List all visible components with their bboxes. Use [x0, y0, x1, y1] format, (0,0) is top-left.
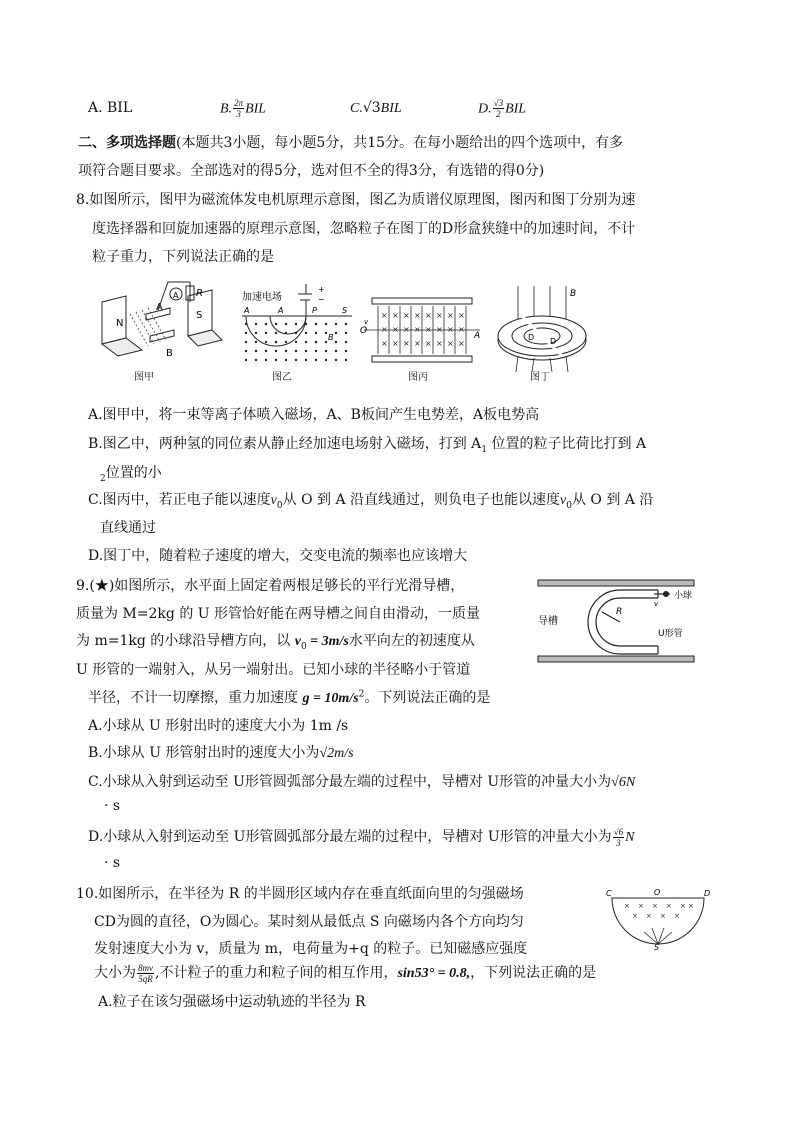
field-dot: [345, 323, 347, 325]
field-cross: ×: [392, 325, 399, 334]
field-dot: [345, 359, 347, 361]
q8-option-c-2: 直线通过: [100, 520, 156, 536]
q10-stem-1: 10.如图所示，在半径为 R 的半圆形区域内存在垂直纸面向里的匀强磁场: [76, 886, 524, 902]
field-cross: ×: [436, 311, 443, 320]
q8-stem-2: 度选择器和回旋加速器的原理示意图，忽略粒子在图丁的D形盒狭缝中的加速时间，不计: [92, 221, 636, 237]
field-dot: [285, 359, 287, 361]
field-cross: ×: [674, 912, 680, 920]
field-dot: [255, 323, 257, 325]
field-cross: ×: [458, 339, 465, 348]
field-dot: [275, 359, 277, 361]
field-cross: ×: [447, 339, 454, 348]
figure-yi: [240, 280, 360, 370]
q8-option-b-1: B.图乙中，两种氢的同位素从静止经加速电场射入磁场，打到 $A_1$ 位置的粒子比荷比打到 A: [88, 436, 647, 455]
jia-label-r: R: [196, 288, 203, 299]
svg-text:D: D: [704, 889, 711, 898]
field-dot: [345, 350, 347, 352]
q9-v0-label: v: [654, 600, 659, 608]
figure-ding: [488, 284, 588, 374]
field-cross: ×: [447, 311, 454, 320]
field-cross: ×: [624, 902, 630, 910]
q8-option-a: A.图甲中，将一束等离子体喷入磁场，A、B板间产生电势差，A板电势高: [88, 407, 540, 423]
field-dot: [295, 332, 297, 334]
field-dot: [345, 341, 347, 343]
caption-yi: 图乙: [272, 372, 292, 383]
jia-label-s: S: [196, 310, 203, 321]
q7-option-b: B. $\frac{2\pi}{3}$ BIL: [220, 98, 267, 119]
q9-stem-5: 半径，不计一切摩擦，重力加速度 $g = 10m/s^2$。下列说法正确的是: [88, 689, 491, 706]
yi-field-label: 加速电场: [242, 292, 282, 303]
q9-stem-2: 质量为 M=2kg 的 U 形管恰好能在两导槽之间自由滑动，一质量: [76, 606, 481, 622]
field-cross: ×: [403, 325, 410, 334]
field-dot: [275, 341, 277, 343]
field-cross: ×: [381, 311, 388, 320]
q9-option-b: B.小球从 U 形管射出时的速度大小为√2m/s: [88, 745, 354, 761]
q7-options-row: [88, 100, 132, 116]
field-cross: ×: [447, 325, 454, 334]
svg-text:D: D: [528, 333, 535, 342]
section2-desc-2: 项符合题目要求。全部选对的得5分，选对但不全的得3分，有选错的得0分): [78, 163, 545, 179]
field-dot: [245, 341, 247, 343]
field-dot: [325, 341, 327, 343]
q9-option-c-2: · s: [104, 798, 121, 814]
field-dot: [305, 323, 307, 325]
field-cross: ×: [425, 311, 432, 320]
q10-stem-4: 大小为 $\frac{8mv}{5qR}$ ,不计粒子的重力和粒子间的相互作用，sin53° = 0.8,，下列说法正确的是: [94, 962, 597, 984]
field-dot: [265, 341, 267, 343]
svg-text:P: P: [312, 306, 317, 315]
figure-q10-semicircle: [604, 886, 714, 950]
jia-label-b: B: [166, 348, 173, 359]
section2-desc-1: (本题共3小题，每小题5分，共15分。在每小题给出的四个选项中，有多: [176, 135, 624, 151]
svg-text:S: S: [654, 943, 660, 950]
svg-text:O: O: [654, 888, 661, 897]
field-dot: [245, 350, 247, 352]
field-dot: [265, 323, 267, 325]
field-dot: [255, 359, 257, 361]
field-dot: [265, 350, 267, 352]
field-cross: ×: [688, 902, 694, 910]
caption-jia: 图甲: [134, 372, 154, 383]
q8-option-d: D.图丁中，随着粒子速度的增大，交变电流的频率也应该增大: [88, 548, 468, 564]
svg-text:D: D: [550, 337, 557, 346]
field-dot: [245, 323, 247, 325]
field-dot: [265, 332, 267, 334]
q7-option-c: C.√3BIL: [350, 100, 402, 116]
svg-text:S: S: [342, 306, 348, 315]
field-cross: ×: [381, 325, 388, 334]
field-dot: [315, 341, 317, 343]
svg-text:A: A: [474, 331, 481, 341]
field-dot: [335, 341, 337, 343]
figure-q9-utube: [536, 578, 698, 666]
field-dot: [305, 350, 307, 352]
field-dot: [305, 359, 307, 361]
jia-label-n: N: [116, 318, 124, 329]
q7-option-a: A. BIL: [88, 100, 133, 116]
field-cross: ×: [392, 339, 399, 348]
field-cross: ×: [458, 325, 465, 334]
field-dot: [305, 341, 307, 343]
q9-stem-1: 9.(★)如图所示，水平面上固定着两根足够长的平行光滑导槽，: [76, 578, 465, 594]
field-dot: [335, 350, 337, 352]
field-cross: ×: [436, 325, 443, 334]
field-dot: [245, 359, 247, 361]
field-dot: [295, 350, 297, 352]
caption-bing: 图丙: [408, 372, 428, 383]
q8-stem-1: 8.如图所示，图甲为磁流体发电机原理示意图，图乙为质谱仪原理图，图丙和图丁分别为速: [76, 192, 636, 208]
q9-r-label: R: [616, 607, 623, 617]
field-cross: ×: [436, 339, 443, 348]
svg-text:A: A: [244, 306, 250, 315]
svg-text:B: B: [570, 289, 577, 299]
field-cross: ×: [403, 311, 410, 320]
svg-text:+: +: [318, 285, 325, 294]
q9-option-d-2: · s: [104, 855, 121, 871]
field-dot: [285, 323, 287, 325]
field-dot: [345, 332, 347, 334]
field-dot: [295, 323, 297, 325]
field-dot: [315, 332, 317, 334]
svg-text:B: B: [328, 333, 334, 342]
q7-option-d: D. $\frac{√3}{2}$ BIL: [478, 98, 527, 119]
field-dot: [285, 341, 287, 343]
q9-stem-3: 为 m=1kg 的小球沿导槽方向，以 $v_0 = 3m/s$水平向左的初速度从: [76, 633, 475, 652]
field-cross: ×: [652, 902, 658, 910]
field-dot: [255, 332, 257, 334]
jia-meter: A: [173, 291, 179, 300]
q8-stem-3: 粒子重力，下列说法正确的是: [92, 249, 274, 265]
field-cross: ×: [403, 339, 410, 348]
caption-ding: 图丁: [530, 372, 550, 383]
field-dot: [315, 350, 317, 352]
svg-text:A: A: [278, 306, 284, 315]
section2-title: 二、多项选择题: [78, 135, 176, 151]
field-dot: [275, 323, 277, 325]
q8-option-c-1: C.图丙中，若正电子能以速度$v_0$从 O 到 A 沿直线通过，则负电子也能以速度$v_0$从 O 到 A 沿: [88, 492, 654, 511]
field-cross: ×: [392, 311, 399, 320]
field-dot: [255, 350, 257, 352]
svg-text:v: v: [364, 318, 369, 326]
q10-stem-2: CD为圆的直径，O为圆心。某时刻从最低点 S 向磁场内各个方向均匀: [94, 914, 524, 930]
field-cross: ×: [646, 912, 652, 920]
field-dot: [315, 359, 317, 361]
field-cross: ×: [414, 325, 421, 334]
q9-stem-4: U 形管的一端射入，从另一端射出。已知小球的半径略小于管道: [76, 662, 471, 678]
field-dot: [295, 359, 297, 361]
field-cross: ×: [425, 339, 432, 348]
field-cross: ×: [425, 325, 432, 334]
field-cross: ×: [638, 902, 644, 910]
figure-bing: [360, 290, 485, 370]
field-cross: ×: [632, 912, 638, 920]
q9-option-d-1: D.小球从入射到运动至 U形管圆弧部分最左端的过程中，导槽对 U形管的冲量大小为 $\frac{√6}{3}$ N: [88, 826, 635, 848]
q9-utube-label: U形管: [658, 629, 683, 639]
jia-label-a: A: [156, 302, 163, 313]
q9-option-a: A.小球从 U 形射出时的速度大小为 1m /s: [88, 718, 349, 734]
field-dot: [335, 332, 337, 334]
section2-header: [78, 132, 623, 152]
field-dot: [325, 323, 327, 325]
q9-ball-label: 小球: [674, 591, 693, 601]
field-dot: [335, 359, 337, 361]
field-dot: [275, 332, 277, 334]
field-dot: [285, 332, 287, 334]
svg-text:−: −: [318, 295, 325, 304]
field-dot: [325, 332, 327, 334]
field-dot: [295, 341, 297, 343]
field-dot: [245, 332, 247, 334]
figure-jia: [96, 274, 226, 369]
field-dot: [325, 350, 327, 352]
q9-option-c-1: C.小球从入射到运动至 U形管圆弧部分最左端的过程中，导槽对 U形管的冲量大小为√6N: [88, 774, 636, 790]
field-dot: [265, 359, 267, 361]
field-cross: ×: [680, 902, 686, 910]
q9-groove-label: 导槽: [538, 616, 558, 627]
field-cross: ×: [414, 339, 421, 348]
q10-stem-3: 发射速度大小为 v，质量为 m，电荷量为+q 的粒子。已知磁感应强度: [94, 941, 528, 957]
q8-option-b-2: $_2$位置的小: [100, 465, 162, 484]
svg-text:O: O: [360, 326, 368, 336]
field-dot: [275, 350, 277, 352]
field-cross: ×: [660, 912, 666, 920]
field-dot: [285, 350, 287, 352]
svg-text:C: C: [606, 889, 612, 898]
field-dot: [305, 332, 307, 334]
field-dot: [255, 341, 257, 343]
q10-option-a: A.粒子在该匀强磁场中运动轨迹的半径为 R: [98, 994, 366, 1010]
field-dot: [325, 359, 327, 361]
field-dot: [315, 323, 317, 325]
field-cross: ×: [458, 311, 465, 320]
field-cross: ×: [414, 311, 421, 320]
field-dot: [335, 323, 337, 325]
field-cross: ×: [666, 902, 672, 910]
field-cross: ×: [381, 339, 388, 348]
